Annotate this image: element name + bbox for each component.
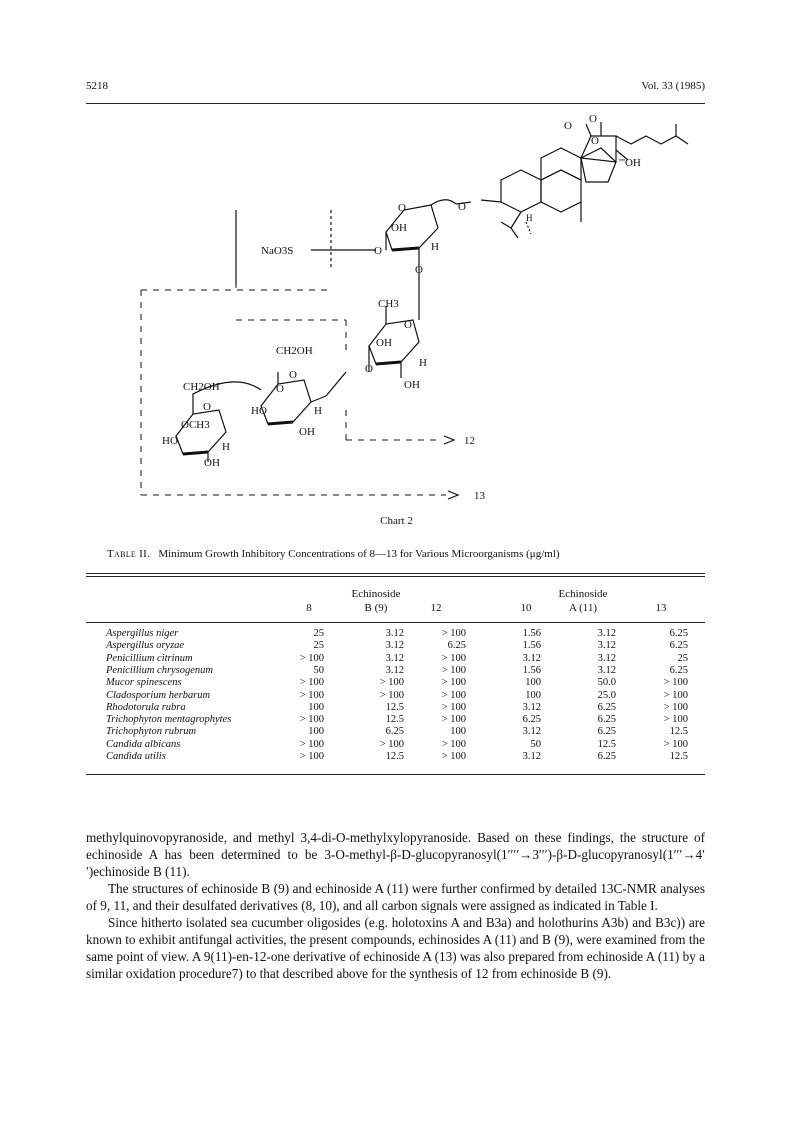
cell-v11: 6.25 — [597, 751, 616, 762]
label-o-10: O — [289, 369, 297, 381]
cell-v10: 50 — [530, 738, 541, 750]
cell-v9: 12.5 — [385, 701, 404, 713]
cell-v9: 3.12 — [385, 652, 404, 664]
cell-v12: > 100 — [441, 701, 466, 713]
table-bottom-rule — [86, 774, 705, 775]
cell-v13: > 100 — [663, 701, 688, 713]
label-o-3: O — [591, 135, 599, 147]
running-header — [86, 76, 705, 100]
cell-v12: > 100 — [441, 652, 466, 664]
cell-v13: 25 — [677, 652, 688, 664]
label-o-5: O — [398, 202, 406, 214]
label-h-glc: H — [314, 405, 322, 417]
cell-v12: 6.25 — [447, 640, 466, 652]
cell-v10: 100 — [525, 677, 541, 689]
cell-v11: 3.12 — [597, 652, 616, 664]
table-row — [86, 726, 705, 738]
arrow-label-13: 13 — [474, 490, 485, 502]
cell-v9: > 100 — [379, 677, 404, 689]
cell-v8: 100 — [308, 701, 324, 713]
cell-v11: 25.0 — [597, 689, 616, 701]
paragraph-3-text: Since hitherto isolated sea cucumber oligosides (e.g. holotoxins A and B3a) and holothurins A3b) and B3c)) are known to exhibit antifungal activities, the present compounds, echinosides A (11) and B (9), were examined from the same point of view. A 9(11)-en-12-one derivative of echinoside A (13) was also prepared from echinoside A (11) by a similar oxidation procedure7) to that described above for the synthesis of 12 from echinoside B (9). — [86, 915, 705, 981]
table-row — [86, 690, 705, 702]
table-row — [86, 640, 705, 652]
table-top-rule-2 — [86, 576, 705, 577]
cell-v13: 6.25 — [669, 628, 688, 639]
label-ioh: '''OH — [619, 157, 641, 169]
cell-v13: 12.5 — [669, 726, 688, 738]
table-row — [86, 739, 705, 751]
cell-v12: 100 — [450, 726, 466, 738]
cell-v10: 3.12 — [522, 751, 541, 762]
table-top-rule — [86, 573, 705, 574]
label-o-9: O — [365, 363, 373, 375]
label-ho-glc: HO — [251, 405, 267, 417]
cell-v13: > 100 — [663, 714, 688, 726]
label-o-4: O — [458, 201, 466, 213]
label-h-aglycone: H — [526, 213, 533, 223]
cell-v9: 12.5 — [385, 714, 404, 726]
table-row — [86, 677, 705, 689]
table-row — [86, 665, 705, 677]
cell-v12: > 100 — [441, 628, 466, 639]
cell-v9: > 100 — [379, 689, 404, 701]
organism-name: Aspergillus niger — [106, 628, 179, 639]
chart-caption: Chart 2 — [380, 515, 413, 527]
label-och3: OCH3 — [181, 419, 210, 431]
ring-d — [581, 148, 616, 182]
cell-v8: > 100 — [299, 652, 324, 664]
paragraph-3 — [86, 914, 705, 982]
organism-name: Penicillium citrinum — [106, 652, 193, 664]
header-col-9-bottom: B (9) — [364, 602, 388, 614]
table-row — [86, 751, 705, 763]
label-ch2oh-mglc: CH2OH — [183, 381, 220, 393]
label-o-1: O — [564, 120, 572, 132]
label-ch3: CH3 — [378, 298, 399, 310]
table-row — [86, 653, 705, 665]
cell-v10: 3.12 — [522, 652, 541, 664]
cell-v10: 3.12 — [522, 726, 541, 738]
arrow-label-12: 12 — [464, 435, 475, 447]
organism-name: Candida albicans — [106, 738, 181, 750]
cell-v8: 50 — [313, 664, 324, 676]
cell-v12: > 100 — [441, 664, 466, 676]
cell-v13: 6.25 — [669, 640, 688, 652]
label-h-xyl: H — [431, 241, 439, 253]
organism-name: Rhodotorula rubra — [106, 701, 186, 713]
label-oh-xyl: OH — [391, 222, 407, 234]
organism-name: Trichophyton rubrum — [106, 726, 197, 738]
label-oh-qui-2: OH — [404, 379, 420, 391]
label-o-11: O — [276, 383, 284, 395]
label-naso3s: NaO3S — [261, 245, 294, 257]
cell-v8: > 100 — [299, 751, 324, 762]
label-oh-qui: OH — [376, 337, 392, 349]
cell-v10: 1.56 — [522, 628, 541, 639]
cell-v12: > 100 — [441, 677, 466, 689]
cell-v11: 3.12 — [597, 664, 616, 676]
cell-v11: 12.5 — [597, 738, 616, 750]
header-col-10: 10 — [520, 602, 532, 614]
volume-label: Vol. 33 (1985) — [641, 80, 705, 92]
cell-v10: 3.12 — [522, 701, 541, 713]
label-h-qui: H — [419, 357, 427, 369]
label-o-2: O — [589, 113, 597, 125]
cell-v13: 12.5 — [669, 751, 688, 762]
label-o-7: O — [415, 264, 423, 276]
organism-name: Trichophyton mentagrophytes — [106, 714, 232, 726]
cell-v9: 3.12 — [385, 664, 404, 676]
header-col-13: 13 — [655, 602, 667, 614]
ring-b — [541, 170, 581, 212]
table-caption-text: Minimum Growth Inhibitory Concentrations of 8—13 for Various Microorganisms (μg/ml) — [158, 548, 560, 560]
cell-v12: > 100 — [441, 689, 466, 701]
label-o-6: O — [374, 245, 382, 257]
header-col-11-top: Echinoside — [558, 588, 608, 600]
cell-v10: 1.56 — [522, 640, 541, 652]
label-o-8: O — [404, 319, 412, 331]
cell-v11: 6.25 — [597, 726, 616, 738]
organism-name: Cladosporium herbarum — [106, 689, 211, 701]
cell-v9: > 100 — [379, 738, 404, 750]
table-row — [86, 628, 705, 640]
label-oh-mglc: OH — [204, 457, 220, 469]
paragraph-2 — [86, 880, 705, 914]
cell-v10: 6.25 — [522, 714, 541, 726]
organism-name: Aspergillus oryzae — [106, 640, 185, 652]
cell-v8: 25 — [313, 640, 324, 652]
cell-v8: 100 — [308, 726, 324, 738]
cell-v8: > 100 — [299, 738, 324, 750]
table-header — [86, 580, 705, 632]
header-col-12: 12 — [430, 602, 442, 614]
cell-v13: > 100 — [663, 677, 688, 689]
cell-v9: 6.25 — [385, 726, 404, 738]
paragraph-2-text: The structures of echinoside B (9) and echinoside A (11) were further confirmed by detailed 13C-NMR analyses of 9, 11, and their desulfated derivatives (8, 10), and all carbon signals were assigned as indicated in Table I. — [86, 881, 705, 913]
cell-v8: > 100 — [299, 677, 324, 689]
cell-v11: 6.25 — [597, 714, 616, 726]
cell-v13: > 100 — [663, 689, 688, 701]
label-ch2oh-glc: CH2OH — [276, 345, 313, 357]
label-o-12: O — [203, 401, 211, 413]
cell-v11: 3.12 — [597, 640, 616, 652]
organism-name: Mucor spinescens — [106, 677, 182, 689]
cell-v10: 100 — [525, 689, 541, 701]
table-label: Table II. — [107, 548, 151, 560]
cell-v8: > 100 — [299, 689, 324, 701]
body-text — [86, 829, 705, 982]
paragraph-1-text: methylquinovopyranoside, and methyl 3,4-di-O-methylxylopyranoside. Based on these findings, the structure of echinoside A has been determined to be 3-O-methyl-β-D-glucopyranosyl(1′′′′→3′′′)-β-D-glucopyranosyl(1′′′→4′′)echinoside B (11). — [86, 830, 705, 879]
header-rule — [86, 103, 705, 104]
header-col-8: 8 — [306, 602, 312, 614]
cell-v8: 25 — [313, 628, 324, 639]
cell-v12: > 100 — [441, 751, 466, 762]
organism-name: Penicillium chrysogenum — [106, 664, 214, 676]
chemical-structure-chart — [86, 110, 706, 530]
header-col-11-bottom: A (11) — [568, 602, 597, 614]
page-number: 5218 — [86, 80, 108, 92]
cell-v13: > 100 — [663, 738, 688, 750]
cell-v12: > 100 — [441, 738, 466, 750]
organism-name: Candida utilis — [106, 751, 166, 762]
label-oh-glc: OH — [299, 426, 315, 438]
cell-v10: 1.56 — [522, 664, 541, 676]
cell-v9: 3.12 — [385, 640, 404, 652]
header-col-9-top: Echinoside — [351, 588, 401, 600]
table-caption — [107, 548, 560, 560]
cell-v11: 3.12 — [597, 628, 616, 639]
cell-v11: 50.0 — [597, 677, 616, 689]
cell-v13: 6.25 — [669, 664, 688, 676]
paragraph-1 — [86, 829, 705, 880]
ring-a — [501, 170, 541, 212]
table-row — [86, 702, 705, 714]
ring-c — [541, 148, 581, 180]
label-ho-mglc: HO — [162, 435, 178, 447]
cell-v8: > 100 — [299, 714, 324, 726]
cell-v9: 3.12 — [385, 628, 404, 639]
table-row — [86, 714, 705, 726]
cell-v9: 12.5 — [385, 751, 404, 762]
cell-v12: > 100 — [441, 714, 466, 726]
label-h-mglc: H — [222, 441, 230, 453]
cell-v11: 6.25 — [597, 701, 616, 713]
